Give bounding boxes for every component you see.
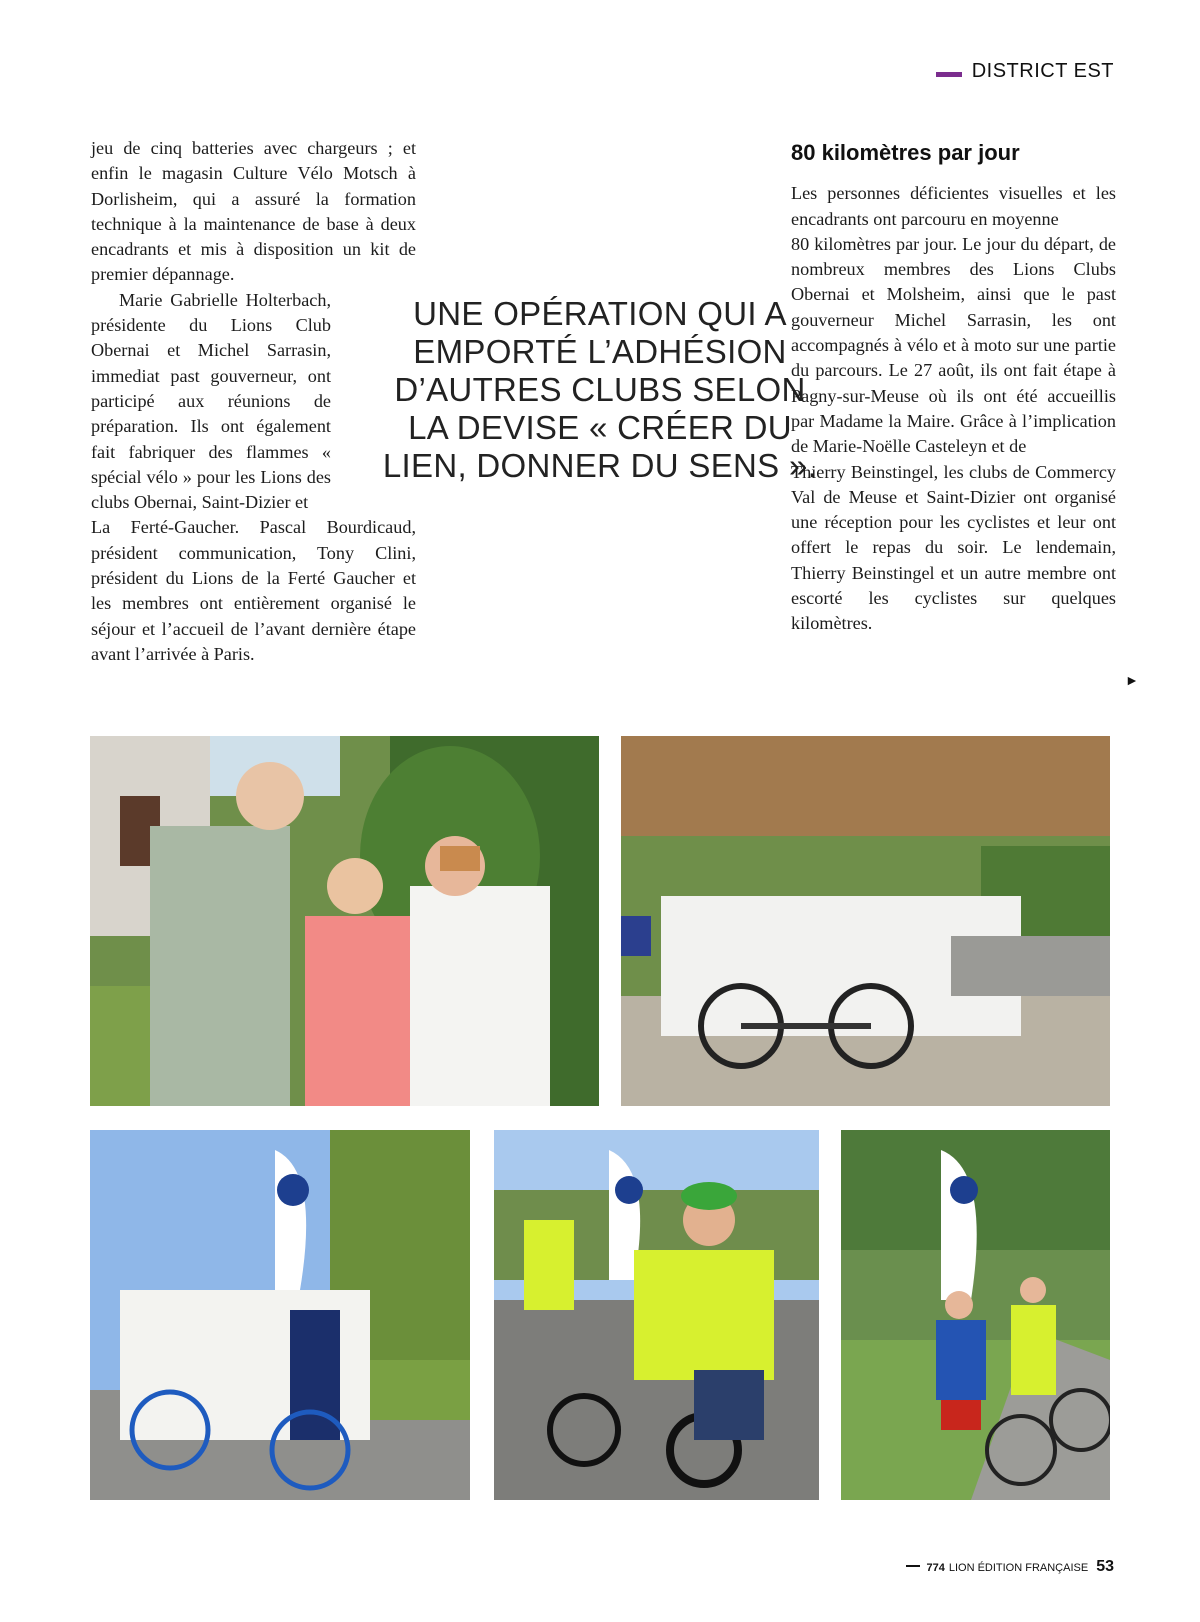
photo-cyclists-flag xyxy=(90,1130,470,1500)
left-paragraph-2: Marie Gabrielle Holterbach, présidente du Lions Club Obernai et Michel Sarrasin, immediat past gouverneur, ont participé aux réunions de préparation. Ils ont également fait fabriquer des flammes « spécial vélo » pour les Lions des clubs Obernai, Saint-Dizier et xyxy=(91,289,331,513)
left-paragraph-2-continued: La Ferté-Gaucher. Pascal Bourdicaud, président communication, Tony Clini, président du Lions de la Ferté Gaucher et les membres ont entièrement organisé le séjour et l’accueil de l’avant dernière étape avant l’arrivée à Paris. xyxy=(91,517,416,664)
photo-group-shelter xyxy=(621,736,1110,1106)
footer-dash xyxy=(906,1565,920,1567)
photo-three-people xyxy=(90,736,599,1106)
page-footer xyxy=(906,1558,1114,1576)
section-label: DISTRICT EST xyxy=(971,60,1114,82)
right-paragraph-top: Les personnes déficientes visuelles et les encadrants ont parcouru en moyenne xyxy=(791,183,1116,229)
right-column xyxy=(791,136,1116,637)
pull-quote: UNE OPÉRATION QUI A EMPORTÉ L’ADHÉSION D’AUTRES CLUBS SELON LA DEVISE « CRÉER DU LIEN, DONNER DU SENS ». xyxy=(382,295,818,484)
right-paragraph-bottom: Thierry Beinstingel, les clubs de Commercy Val de Meuse et Saint-Dizier ont organisé une réception pour les cyclistes et leur ont offert le repas du soir. Le lendemain, Thierry Beinstingel et un autre membre ont escorté les cyclistes sur quelques kilomètres. xyxy=(791,461,1116,634)
magazine-name: LION ÉDITION FRANÇAISE xyxy=(948,1562,1089,1574)
continue-arrow-icon: ► xyxy=(1125,674,1139,689)
photo-two-cyclists xyxy=(841,1130,1110,1500)
right-paragraph-indented: 80 kilomètres par jour. Le jour du départ, de nombreux membres des Lions Clubs Obernai et Molsheim, ainsi que le past gouverneur Michel Sarrasin, les ont accompagnés à vélo et à moto sur une partie du parcours. Le 27 août, ils ont fait étape à Pagny-sur-Meuse où ils ont été accueillis par Madame la Maire. Grâce à l’implication de Marie-Noëlle Casteleyn et de xyxy=(791,233,1116,457)
section-accent-bar xyxy=(936,72,962,77)
page-number: 53 xyxy=(1096,1558,1114,1575)
section-header xyxy=(936,60,1114,83)
left-column xyxy=(91,136,416,667)
issue-number: 774 xyxy=(926,1562,945,1574)
section-heading: 80 kilomètres par jour xyxy=(791,140,1020,165)
left-paragraph-1: jeu de cinq batteries avec chargeurs ; et enfin le magasin Culture Vélo Motsch à Dorlisheim, qui a assuré la formation technique à la maintenance de base à deux encadrants et mis à disposition un kit de premier dépannage. xyxy=(91,138,416,285)
photo-hivis-cyclist xyxy=(494,1130,819,1500)
